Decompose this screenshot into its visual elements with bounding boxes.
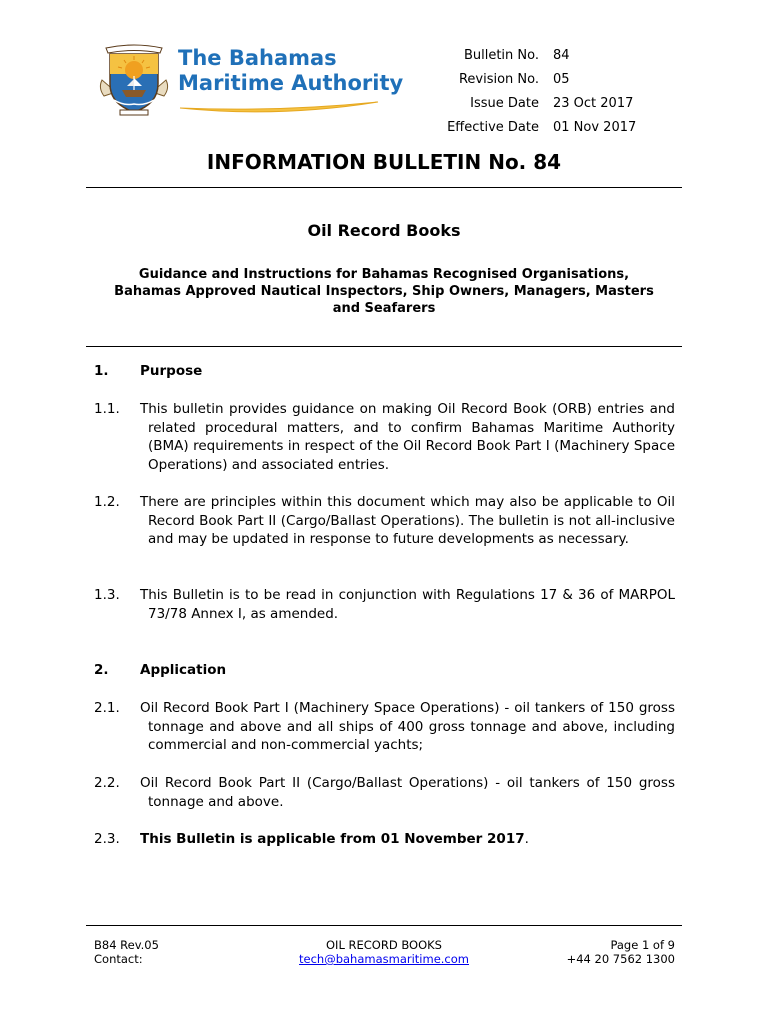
meta-value: 84: [553, 48, 570, 63]
org-name-line2: Maritime Authority: [178, 71, 404, 95]
section-number: 2.: [94, 662, 109, 678]
paragraph-number: 2.2.: [94, 775, 120, 791]
section-title: Application: [140, 662, 227, 678]
footer-doc-title: OIL RECORD BOOKS: [326, 938, 442, 952]
meta-label: Effective Date: [447, 120, 539, 135]
paragraph-tail: .: [524, 831, 529, 847]
meta-value: 01 Nov 2017: [553, 120, 637, 135]
applicability-date-text: This Bulletin is applicable from 01 November 2017: [140, 831, 525, 847]
meta-row: [420, 44, 636, 68]
meta-row: [420, 92, 636, 116]
contact-email-link[interactable]: tech@bahamasmaritime.com: [299, 952, 469, 966]
paragraph-text: Oil Record Book Part I (Machinery Space Operations) - oil tankers of 150 gross tonnage and above and all ships of 400 gross tonnage and above, including commercial and non-commercial yachts;: [140, 700, 675, 754]
meta-value: 05: [553, 72, 570, 87]
meta-label: Bulletin No.: [463, 48, 539, 63]
paragraph-text: This Bulletin is to be read in conjunction with Regulations 17 & 36 of MARPOL 73/78 Annex I, as amended.: [140, 587, 675, 622]
paragraph-number: 2.1.: [94, 700, 120, 716]
section-number: 1.: [94, 363, 109, 379]
paragraph-number: 2.3.: [94, 831, 120, 847]
paragraph: [94, 493, 675, 549]
divider: [86, 187, 682, 188]
paragraph-number: 1.1.: [94, 401, 120, 417]
paragraph-number: 1.2.: [94, 494, 120, 510]
footer-left: [94, 938, 159, 966]
footer-divider: [86, 925, 682, 926]
paragraph-text: [94, 830, 675, 849]
page-number: Page 1 of 9: [610, 938, 675, 952]
contact-phone: +44 20 7562 1300: [566, 952, 675, 966]
footer-revision: B84 Rev.05: [94, 938, 159, 952]
meta-row: [420, 116, 636, 140]
paragraph-text: There are principles within this document which may also be applicable to Oil Record Book Part II (Cargo/Ballast Operations). The bulletin is not all-inclusive and may be updated in response to future developments as necessary.: [140, 494, 675, 548]
paragraph-number: 1.3.: [94, 587, 120, 603]
section-heading: [94, 363, 202, 379]
divider: [86, 346, 682, 347]
paragraph: [94, 586, 675, 623]
section-heading: [94, 662, 226, 678]
section-title: Purpose: [140, 363, 203, 379]
bulletin-subtitle: Oil Record Books: [307, 221, 461, 240]
paragraph-text: This bulletin provides guidance on making Oil Record Book (ORB) entries and related procedural matters, and to confirm Bahamas Maritime Authority (BMA) requirements in respect of the Oil Record Book Part I (Machinery Space Operations) and associated entries.: [140, 401, 675, 474]
meta-value: 23 Oct 2017: [553, 96, 634, 111]
swoosh-decoration: [178, 96, 382, 116]
footer-right: [474, 938, 675, 966]
org-name-line1: The Bahamas: [178, 46, 337, 70]
bulletin-meta: [420, 44, 636, 140]
guidance-heading: Guidance and Instructions for Bahamas Recognised Organisations, Bahamas Approved Nautical Inspectors, Ship Owners, Managers, Masters and Seafarers: [114, 267, 654, 316]
paragraph: [94, 699, 675, 755]
meta-label: Revision No.: [458, 72, 539, 87]
meta-row: [420, 68, 636, 92]
footer-contact-label: Contact:: [94, 952, 143, 966]
paragraph: [94, 774, 675, 811]
paragraph: [94, 830, 675, 849]
bulletin-title: INFORMATION BULLETIN No. 84: [206, 150, 562, 174]
paragraph-text: Oil Record Book Part II (Cargo/Ballast Operations) - oil tankers of 150 gross tonnage and above.: [140, 775, 675, 810]
organization-name: [178, 46, 403, 96]
meta-label: Issue Date: [470, 96, 539, 111]
bahamas-maritime-crest-icon: [94, 40, 174, 118]
paragraph: [94, 400, 675, 475]
